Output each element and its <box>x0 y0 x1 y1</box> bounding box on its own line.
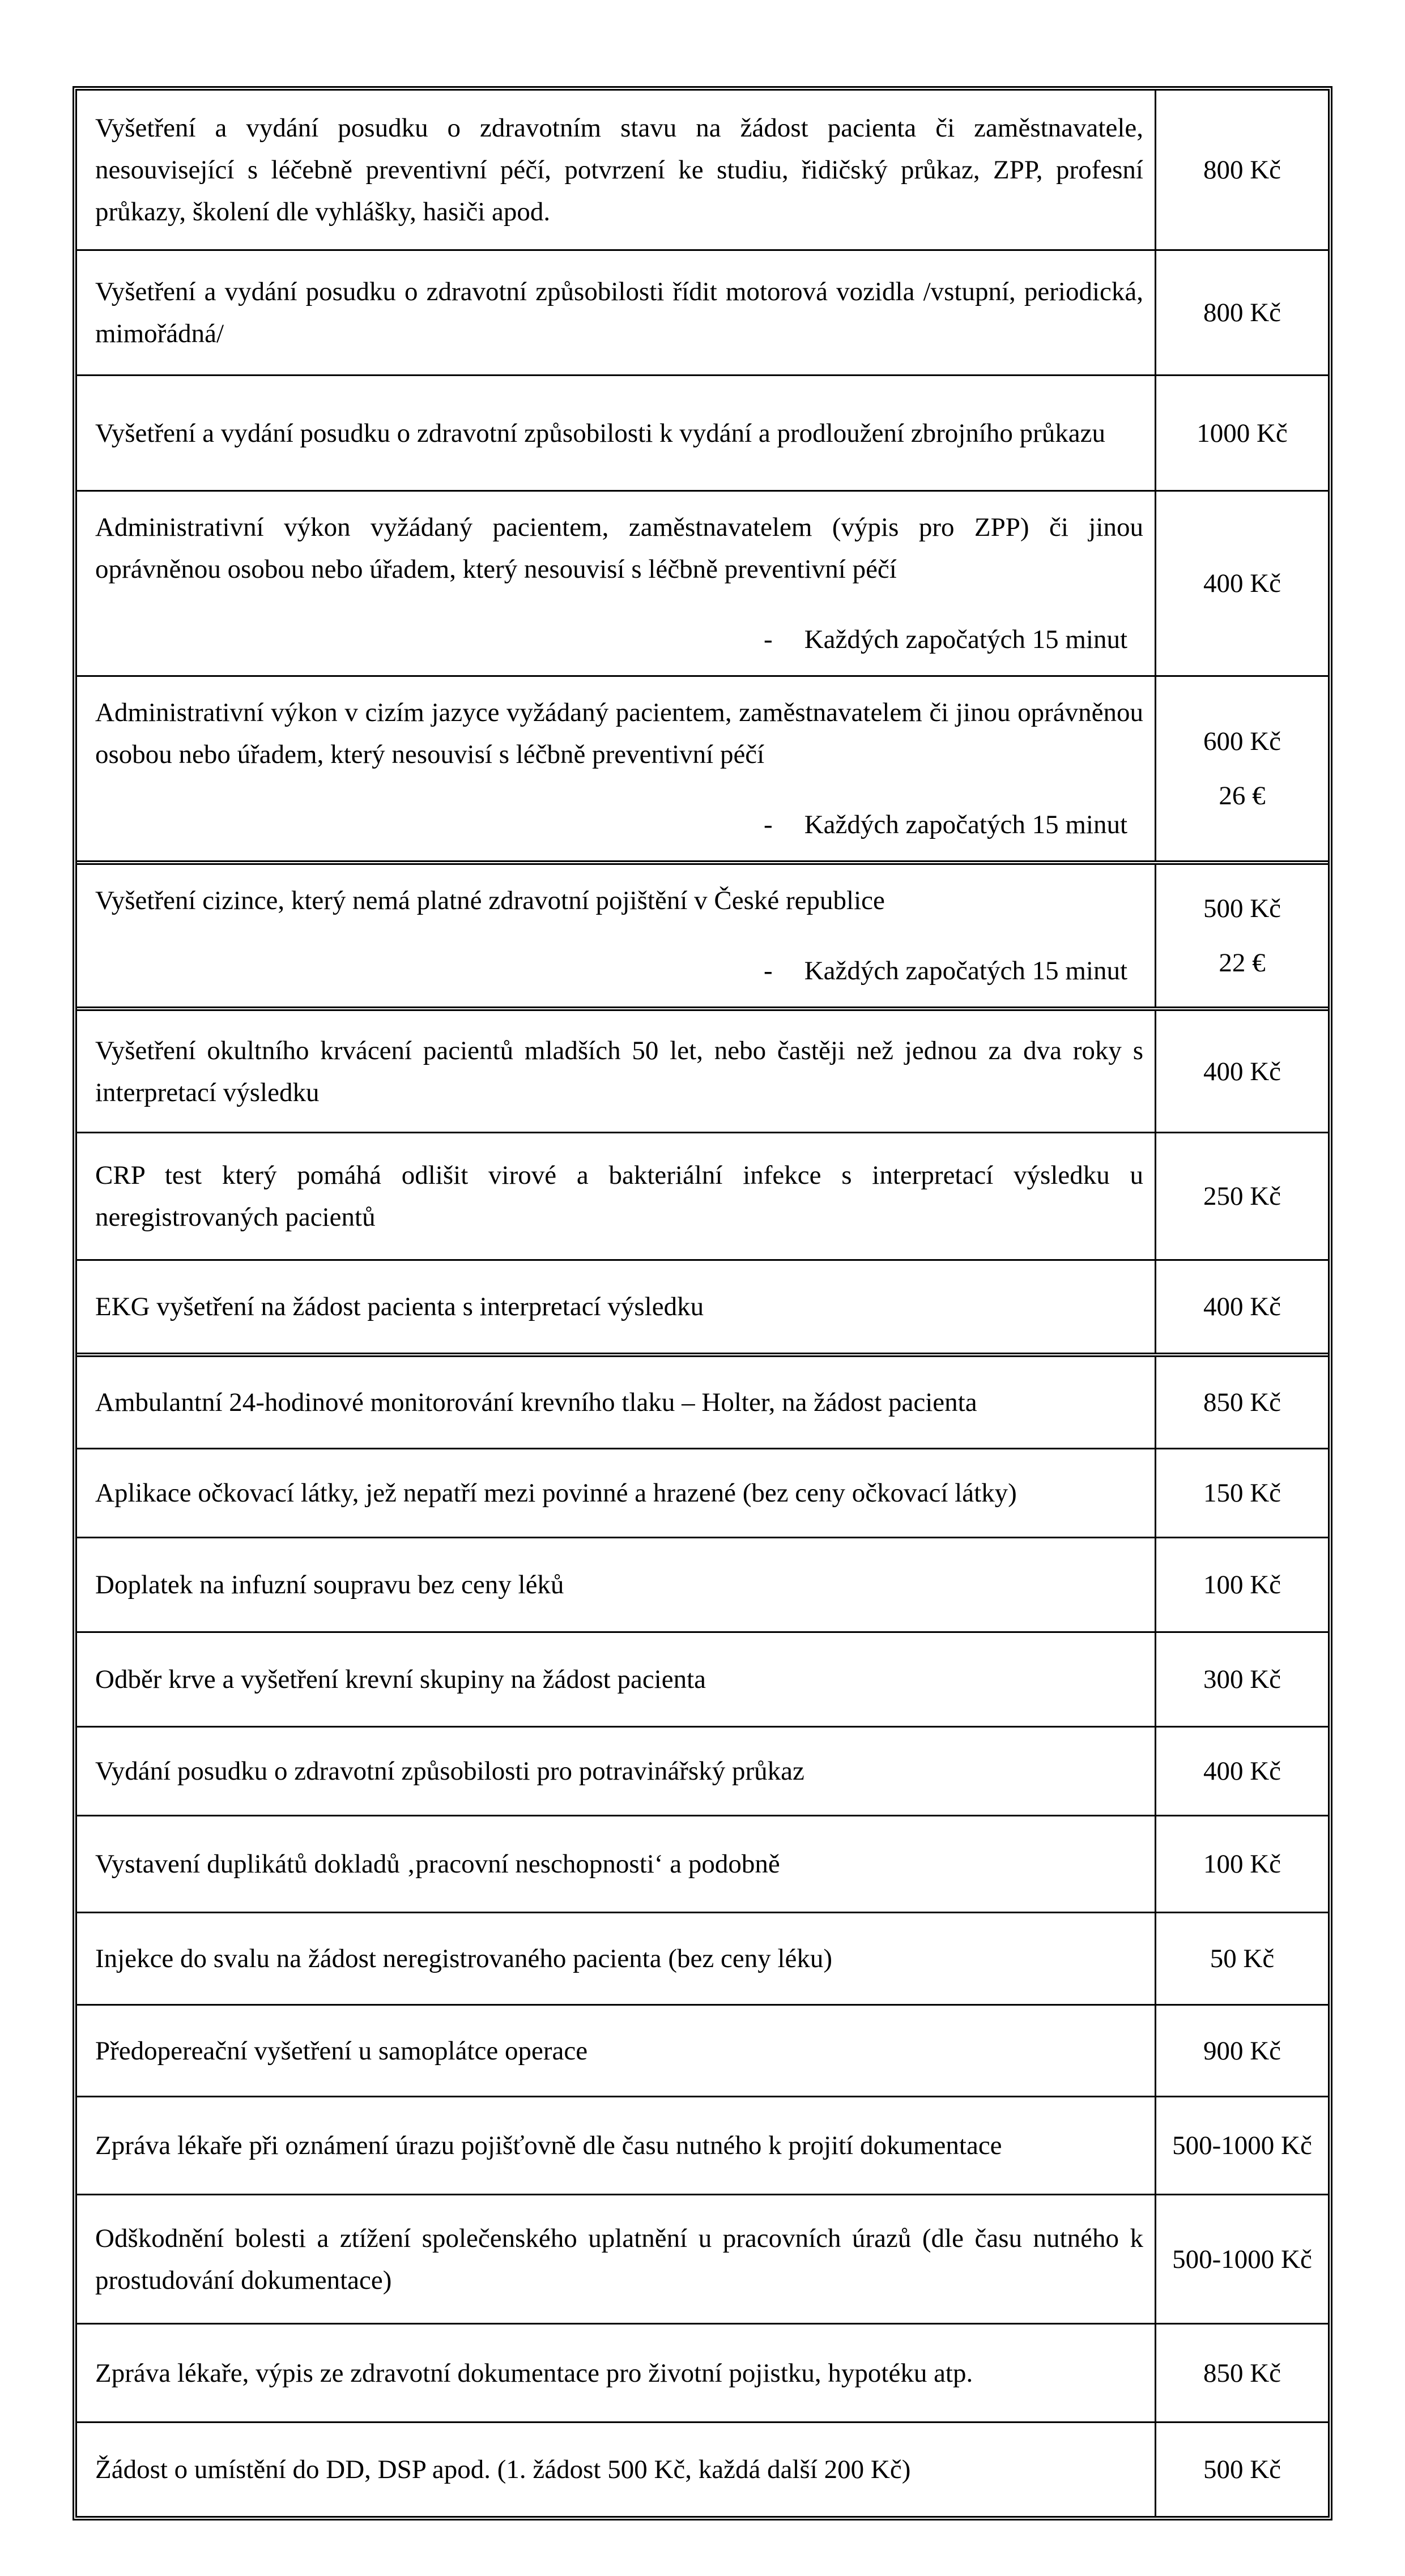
table-row <box>77 2096 1328 2194</box>
service-description: Aplikace očkovací látky, jež nepatří mezi povinné a hrazené (bez ceny očkovací látky) <box>95 1478 1017 1508</box>
price-value: 50 Kč <box>1210 1944 1275 1973</box>
price-value: 26 € <box>1219 781 1266 811</box>
price-cell <box>1156 1816 1328 1912</box>
price-cell <box>1156 1449 1328 1537</box>
price-value: 400 Kč <box>1203 569 1281 598</box>
price-value: 400 Kč <box>1203 1756 1281 1786</box>
price-value: 1000 Kč <box>1197 418 1288 448</box>
table-row <box>77 490 1328 675</box>
bullet-line <box>95 950 1143 992</box>
price-value: 800 Kč <box>1203 155 1281 185</box>
price-value: 500 Kč <box>1203 2455 1281 2484</box>
price-value: 250 Kč <box>1203 1182 1281 1211</box>
price-cell <box>1156 1728 1328 1815</box>
service-description-cell <box>77 1633 1156 1726</box>
price-cell <box>1156 492 1328 675</box>
price-cell <box>1156 1133 1328 1259</box>
service-description-cell <box>77 91 1156 249</box>
price-value: 900 Kč <box>1203 2036 1281 2066</box>
price-cell <box>1156 677 1328 860</box>
service-description: Doplatek na infuzní soupravu bez ceny léků <box>95 1570 564 1600</box>
service-description: Injekce do svalu na žádost neregistrovaného pacienta (bez ceny léku) <box>95 1944 833 1973</box>
price-value: 100 Kč <box>1203 1570 1281 1600</box>
price-cell <box>1156 1357 1328 1448</box>
table-row <box>77 1815 1328 1912</box>
service-description-cell <box>77 2097 1156 2194</box>
table-row <box>77 675 1328 860</box>
bullet-dash: - <box>764 625 773 654</box>
service-description: Ambulantní 24-hodinové monitorování krevního tlaku – Holter, na žádost pacienta <box>95 1388 977 1417</box>
table-row <box>77 249 1328 374</box>
service-description: Vydání posudku o zdravotní způsobilosti pro potravinářský průkaz <box>95 1756 804 1786</box>
price-value: 100 Kč <box>1203 1849 1281 1879</box>
service-description-cell <box>77 1816 1156 1912</box>
service-description-cell <box>77 1538 1156 1631</box>
price-table <box>73 86 1332 2520</box>
bullet-text: Každých započatých 15 minut <box>804 956 1127 986</box>
service-description: Žádost o umístění do DD, DSP apod. (1. žádost 500 Kč, každá další 200 Kč) <box>95 2455 911 2484</box>
service-description-cell <box>77 2195 1156 2323</box>
service-description-cell <box>77 1011 1156 1132</box>
price-value: 500-1000 Kč <box>1172 2244 1312 2274</box>
price-cell <box>1156 2195 1328 2323</box>
service-description-cell <box>77 1913 1156 2004</box>
price-value: 400 Kč <box>1203 1056 1281 1086</box>
service-description-cell <box>77 376 1156 490</box>
price-cell <box>1156 1538 1328 1631</box>
service-description-cell <box>77 2325 1156 2421</box>
service-description: Odškodnění bolesti a ztížení společenského uplatnění u pracovních úrazů (dle času nutného k prostudování dokumentace) <box>95 2223 1143 2295</box>
service-description-cell <box>77 2006 1156 2096</box>
service-description: CRP test který pomáhá odlišit virové a bakteriální infekce s interpretací výsledku u neregistrovaných pacientů <box>95 1161 1143 1232</box>
service-description: Zpráva lékaře, výpis ze zdravotní dokumentace pro životní pojistku, hypotéku atp. <box>95 2358 973 2388</box>
table-row <box>77 1726 1328 1815</box>
service-description: Vyšetření a vydání posudku o zdravotní způsobilosti řídit motorová vozidla /vstupní, periodická, mimořádná/ <box>95 277 1143 348</box>
price-cell <box>1156 91 1328 249</box>
price-value: 22 € <box>1219 948 1266 978</box>
price-cell <box>1156 1261 1328 1353</box>
price-cell <box>1156 1633 1328 1726</box>
price-value: 850 Kč <box>1203 1388 1281 1417</box>
table-row <box>77 1912 1328 2004</box>
table-row <box>77 2323 1328 2421</box>
table-row <box>77 2004 1328 2096</box>
bullet-line <box>95 804 1143 846</box>
service-description: Administrativní výkon vyžádaný pacientem, zaměstnavatelem (výpis pro ZPP) či jinou oprávněnou osobou nebo úřadem, který nesouvisí s léčbně preventivní péčí <box>95 513 1143 584</box>
table-row <box>77 1448 1328 1537</box>
price-value: 400 Kč <box>1203 1292 1281 1321</box>
table-row <box>77 1006 1328 1132</box>
price-value: 800 Kč <box>1203 298 1281 327</box>
table-row <box>77 1353 1328 1448</box>
service-description-cell <box>77 1133 1156 1259</box>
service-description-cell <box>77 492 1156 675</box>
service-description-cell <box>77 1449 1156 1537</box>
service-description-cell <box>77 677 1156 860</box>
price-cell <box>1156 2423 1328 2516</box>
service-description: Vyšetření cizince, který nemá platné zdravotní pojištění v České republice <box>95 886 885 915</box>
service-description: Vyšetření okultního krvácení pacientů mladších 50 let, nebo častěji než jednou za dva roky s interpretací výsledku <box>95 1035 1143 1107</box>
service-description: Předopereační vyšetření u samoplátce operace <box>95 2036 588 2066</box>
price-value: 300 Kč <box>1203 1665 1281 1694</box>
bullet-text: Každých započatých 15 minut <box>804 810 1127 839</box>
bullet-line <box>95 619 1143 660</box>
service-description: Zpráva lékaře při oznámení úrazu pojišťovně dle času nutného k projití dokumentace <box>95 2131 1002 2160</box>
service-description: Administrativní výkon v cizím jazyce vyžádaný pacientem, zaměstnavatelem či jinou oprávněnou osobou nebo úřadem, který nesouvisí s léčbně preventivní péčí <box>95 698 1143 769</box>
price-cell <box>1156 2097 1328 2194</box>
table-row <box>77 1132 1328 1259</box>
table-row <box>77 2194 1328 2323</box>
bullet-dash: - <box>764 956 773 986</box>
bullet-dash: - <box>764 810 773 839</box>
service-description: Vyšetření a vydání posudku o zdravotním stavu na žádost pacienta či zaměstnavatele, nesouvisející s léčebně preventivní péčí, potvrzení ke studiu, řidičský průkaz, ZPP, profesní průkazy, školení dle vyhlášky, hasiči apod. <box>95 113 1143 227</box>
price-value: 850 Kč <box>1203 2358 1281 2388</box>
table-row <box>77 91 1328 249</box>
price-cell <box>1156 2325 1328 2421</box>
service-description: EKG vyšetření na žádost pacienta s interpretací výsledku <box>95 1292 704 1321</box>
table-row <box>77 1631 1328 1726</box>
price-cell <box>1156 865 1328 1006</box>
service-description: Odběr krve a vyšetření krevní skupiny na žádost pacienta <box>95 1665 706 1694</box>
price-cell <box>1156 1913 1328 2004</box>
table-row <box>77 860 1328 1006</box>
service-description-cell <box>77 1261 1156 1353</box>
service-description: Vystavení duplikátů dokladů ‚pracovní neschopnosti‘ a podobně <box>95 1849 780 1879</box>
table-row <box>77 1537 1328 1631</box>
price-value: 500 Kč <box>1203 894 1281 923</box>
table-row <box>77 1259 1328 1353</box>
table-row <box>77 2421 1328 2516</box>
bullet-text: Každých započatých 15 minut <box>804 625 1127 654</box>
table-row <box>77 374 1328 490</box>
price-cell <box>1156 2006 1328 2096</box>
price-cell <box>1156 1011 1328 1132</box>
service-description: Vyšetření a vydání posudku o zdravotní způsobilosti k vydání a prodloužení zbrojního průkazu <box>95 418 1106 448</box>
service-description-cell <box>77 865 1156 1006</box>
service-description-cell <box>77 251 1156 374</box>
price-cell <box>1156 251 1328 374</box>
price-cell <box>1156 376 1328 490</box>
price-value: 500-1000 Kč <box>1172 2131 1312 2160</box>
price-value: 150 Kč <box>1203 1478 1281 1508</box>
service-description-cell <box>77 1357 1156 1448</box>
price-value: 600 Kč <box>1203 727 1281 756</box>
service-description-cell <box>77 1728 1156 1815</box>
service-description-cell <box>77 2423 1156 2516</box>
